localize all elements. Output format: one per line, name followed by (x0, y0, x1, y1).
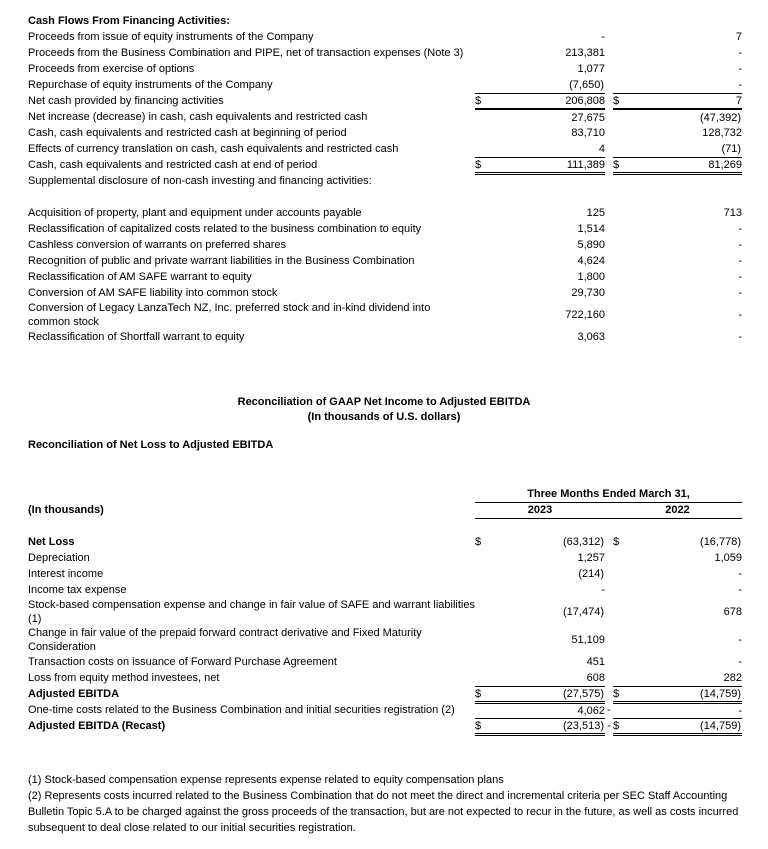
row-label: Reclassification of Shortfall warrant to equity (28, 331, 245, 343)
table-row (28, 534, 742, 550)
dollar-sign-col-2022 (613, 45, 629, 61)
value-2022: - (629, 77, 742, 93)
table-row (28, 141, 742, 157)
table-row (28, 598, 742, 626)
value-2023: - (601, 31, 605, 43)
row-label: Cash Flows From Financing Activities: (28, 15, 230, 27)
value-2022: - (738, 255, 742, 267)
column-gap (605, 654, 613, 670)
value-2023: - (601, 584, 605, 596)
column-gap: - (607, 720, 611, 732)
value-2022: - (738, 223, 742, 235)
value-2022: 128,732 (702, 127, 742, 139)
row-label: Proceeds from issue of equity instruments of the Company (28, 31, 314, 43)
value-2023: 27,675 (571, 111, 605, 124)
table-row (28, 77, 742, 93)
year-header-row (28, 502, 742, 518)
column-gap (605, 61, 613, 77)
value-2023: 29,730 (571, 287, 605, 299)
empty-cell (28, 486, 475, 502)
value-2022: (16,778) (700, 536, 742, 548)
dollar-sign-col-2022 (613, 670, 629, 686)
dollar-sign-col-2023 (475, 550, 491, 566)
row-label: Reclassification of capitalized costs related to the business combination to equity (28, 223, 422, 235)
dollar-sign-col-2022 (613, 269, 629, 285)
ebitda-reconciliation-table (28, 486, 742, 736)
table-row (28, 269, 742, 285)
value-2023: 608 (491, 670, 605, 686)
column-gap (605, 77, 613, 93)
value-2023: (17,474) (563, 606, 604, 618)
dollar-sign-col-2023 (475, 45, 491, 61)
footnotes (28, 772, 742, 836)
column-header-2023: 2023 (475, 502, 605, 518)
footnote-2: (2) Represents costs incurred related to the Business Combination that do not meet the direct and incremental criteria per SEC Staff Accounting Bulletin Topic 5.A to be charged against the gross proceeds of the transaction, but are not expected to recur in the future, as well as costs incurred subsequent to deal close related to our initial securities registration. (28, 789, 739, 834)
value-2022: 282 (629, 670, 742, 686)
value-2023: 4,624 (577, 255, 605, 267)
row-label: Proceeds from the Business Combination and PIPE, net of transaction expenses (Note 3) (28, 47, 464, 59)
ebitda-table-body (28, 534, 742, 734)
row-label: One-time costs related to the Business Combination and initial securities registration (2) (28, 704, 455, 716)
row-label: Change in fair value of the prepaid forward contract derivative and Fixed Maturity Consideration (28, 627, 422, 653)
table-row (28, 582, 742, 598)
dollar-sign-col-2022 (613, 253, 629, 269)
table-row (28, 125, 742, 141)
row-label: Net increase (decrease) in cash, cash equivalents and restricted cash (28, 111, 368, 123)
dollar-sign-col-2022 (613, 109, 629, 125)
dollar-sign-col-2023 (475, 301, 491, 329)
dollar-sign-col-2022: $ (613, 536, 620, 548)
dollar-sign-col-2023 (475, 702, 491, 718)
table-row (28, 285, 742, 301)
value-2023 (491, 13, 605, 29)
value-2022: (71) (629, 141, 742, 157)
value-2022: - (738, 63, 742, 75)
value-2023: 213,381 (565, 47, 605, 59)
dollar-sign-col-2023 (475, 77, 491, 93)
value-2023: (23,513) (491, 718, 605, 734)
table-row (28, 237, 742, 253)
dollar-sign-col-2023 (475, 285, 491, 301)
dollar-sign-col-2022 (613, 301, 629, 329)
column-gap (605, 686, 613, 702)
value-2022: 678 (723, 606, 743, 618)
value-2022: - (738, 287, 742, 299)
column-gap (605, 125, 613, 141)
table-row (28, 221, 742, 237)
period-header: Three Months Ended March 31, (475, 486, 742, 502)
column-gap (605, 93, 613, 109)
table-row (28, 702, 742, 718)
row-label: Adjusted EBITDA (Recast) (28, 720, 166, 732)
column-gap (605, 13, 613, 29)
dollar-sign-col-2023 (475, 173, 491, 189)
value-2023: 125 (586, 207, 605, 219)
column-gap (605, 566, 613, 582)
table-row (28, 626, 742, 654)
value-2022: (14,759) (629, 718, 742, 734)
dollar-sign-col-2023 (475, 205, 491, 221)
dollar-sign-col-2023 (475, 329, 491, 345)
value-2023: 1,257 (577, 552, 605, 564)
dollar-sign-col-2022: $ (613, 93, 629, 109)
period-header-row (28, 486, 742, 502)
value-2023: (7,650) (491, 77, 605, 93)
value-2023: 5,890 (577, 239, 605, 251)
cash-flow-table-body (28, 13, 742, 345)
value-2023: 51,109 (571, 634, 605, 646)
value-2022: - (738, 568, 743, 580)
value-2022 (629, 173, 742, 189)
column-gap (605, 141, 613, 157)
row-label: Proceeds from exercise of options (28, 63, 195, 75)
dollar-sign-col-2023 (475, 626, 491, 654)
dollar-sign-col-2023 (475, 598, 491, 626)
cash-flow-table (28, 13, 742, 345)
dollar-sign-col-2022: $ (613, 157, 629, 173)
value-2023 (491, 173, 605, 189)
dollar-sign-col-2023 (475, 125, 491, 141)
table-row (28, 13, 742, 29)
value-2023: 451 (586, 656, 605, 668)
table-row (28, 157, 742, 173)
value-2023: 3,063 (577, 331, 605, 343)
value-2023: 722,160 (565, 309, 605, 321)
column-gap (605, 582, 613, 598)
dollar-sign-col-2023 (475, 13, 491, 29)
value-2022: - (738, 331, 742, 343)
table-row (28, 109, 742, 125)
column-gap (605, 237, 613, 253)
table-row (28, 45, 742, 61)
dollar-sign-col-2023: $ (475, 718, 491, 734)
dollar-sign-col-2023 (475, 237, 491, 253)
value-2023: 83,710 (571, 127, 605, 139)
in-thousands-label: (In thousands) (28, 504, 104, 516)
dollar-sign-col-2022 (613, 221, 629, 237)
row-label: Conversion of AM SAFE liability into common stock (28, 287, 278, 299)
spacer-row (28, 518, 742, 534)
value-2022: (47,392) (700, 111, 741, 124)
row-label: Supplemental disclosure of non-cash investing and financing activities: (28, 175, 372, 187)
value-2023: 4 (491, 141, 605, 157)
value-2022: 81,269 (629, 157, 742, 173)
column-gap (605, 550, 613, 566)
dollar-sign-col-2023: $ (475, 93, 491, 109)
table-row (28, 550, 742, 566)
value-2022: - (738, 239, 742, 251)
row-label: Interest income (28, 568, 104, 580)
dollar-sign-col-2022 (613, 173, 629, 189)
column-gap (605, 109, 613, 125)
value-2023: (27,575) (491, 686, 605, 702)
value-2023: 111,389 (491, 157, 605, 173)
table-row (28, 329, 742, 345)
value-2022: - (738, 47, 742, 59)
value-2023: (63,312) (563, 536, 604, 548)
dollar-sign-col-2022 (613, 598, 629, 626)
table-row (28, 718, 742, 734)
value-2023: (214) (578, 568, 604, 580)
ebitda-reconciliation-title: Reconciliation of GAAP Net Income to Adjusted EBITDA (237, 396, 531, 408)
value-2022: - (629, 702, 742, 718)
footnote-1: (1) Stock-based compensation expense represents expense related to equity compensation plans (28, 773, 504, 786)
dollar-sign-col-2022 (613, 550, 629, 566)
value-2022: (14,759) (629, 686, 742, 702)
table-row (28, 301, 742, 329)
value-2023: 4,062 (491, 702, 605, 718)
row-label: Stock-based compensation expense and change in fair value of SAFE and warrant liabilities (1) (28, 599, 475, 625)
column-gap (605, 253, 613, 269)
dollar-sign-col-2023 (475, 582, 491, 598)
table-row (28, 686, 742, 702)
column-gap (605, 329, 613, 345)
dollar-sign-col-2023 (475, 29, 491, 45)
value-2022: - (738, 656, 743, 668)
table-row (28, 173, 742, 189)
table-row (28, 566, 742, 582)
dollar-sign-col-2022 (613, 237, 629, 253)
spacer-cell (28, 518, 742, 534)
dollar-sign-col-2022: $ (613, 686, 629, 702)
row-label: Cash, cash equivalents and restricted cash at beginning of period (28, 127, 347, 139)
dollar-sign-col-2022: $ (613, 718, 629, 734)
dollar-sign-col-2023 (475, 269, 491, 285)
row-label: Conversion of Legacy LanzaTech NZ, Inc. preferred stock and in-kind dividend into common stock (28, 302, 431, 328)
row-label: Effects of currency translation on cash, cash equivalents and restricted cash (28, 143, 399, 155)
dollar-sign-col-2022 (613, 61, 629, 77)
ebitda-table-header (28, 486, 742, 534)
table-row (28, 654, 742, 670)
row-label: Recognition of public and private warrant liabilities in the Business Combination (28, 255, 415, 267)
column-gap (605, 205, 613, 221)
column-gap (605, 269, 613, 285)
dollar-sign-col-2022 (613, 582, 629, 598)
row-label: Depreciation (28, 552, 90, 564)
row-label: Adjusted EBITDA (28, 688, 120, 700)
row-label: Reclassification of AM SAFE warrant to equity (28, 271, 252, 283)
table-row (28, 29, 742, 45)
dollar-sign-col-2022 (613, 566, 629, 582)
table-row (28, 253, 742, 269)
column-gap (605, 173, 613, 189)
column-gap (605, 285, 613, 301)
dollar-sign-col-2023 (475, 109, 491, 125)
column-gap: - (607, 704, 611, 716)
column-header-2022: 2022 (613, 502, 742, 518)
dollar-sign-col-2022 (613, 285, 629, 301)
dollar-sign-col-2023: $ (475, 157, 491, 173)
row-label: Income tax expense (28, 584, 127, 596)
dollar-sign-col-2022 (613, 141, 629, 157)
column-gap (605, 29, 613, 45)
dollar-sign-col-2023 (475, 221, 491, 237)
dollar-sign-col-2022 (613, 125, 629, 141)
dollar-sign-col-2022 (613, 626, 629, 654)
dollar-sign-col-2022 (613, 77, 629, 93)
value-2022: - (738, 634, 743, 646)
row-label: Net Loss (28, 536, 75, 548)
row-label: Cashless conversion of warrants on preferred shares (28, 239, 287, 251)
spacer-cell (28, 189, 742, 205)
row-label: Loss from equity method investees, net (28, 672, 220, 684)
row-label: Acquisition of property, plant and equipment under accounts payable (28, 207, 362, 219)
table-row (28, 205, 742, 221)
column-gap (605, 157, 613, 173)
dollar-sign-col-2022 (613, 205, 629, 221)
table-row (28, 61, 742, 77)
column-gap (605, 45, 613, 61)
column-gap (605, 670, 613, 686)
table-row (28, 93, 742, 109)
value-2022: - (738, 271, 742, 283)
ebitda-reconciliation-units: (In thousands of U.S. dollars) (307, 411, 461, 423)
header-gap-cell (605, 502, 613, 518)
dollar-sign-col-2022 (613, 29, 629, 45)
value-2022 (629, 13, 742, 29)
value-2023: 206,808 (491, 93, 605, 109)
value-2023: 1,514 (577, 223, 605, 235)
value-2023: 1,077 (577, 63, 605, 75)
dollar-sign-col-2022 (613, 702, 629, 718)
column-gap (605, 598, 613, 626)
dollar-sign-col-2023 (475, 654, 491, 670)
value-2023: 1,800 (577, 271, 605, 283)
column-gap (605, 301, 613, 329)
value-2022: 7 (735, 31, 742, 43)
row-label: Transaction costs on issuance of Forward Purchase Agreement (28, 656, 337, 668)
dollar-sign-col-2023: $ (475, 536, 482, 548)
row-label: Net cash provided by financing activities (28, 95, 224, 107)
column-gap (605, 221, 613, 237)
value-2022: 1,059 (714, 552, 743, 564)
dollar-sign-col-2023 (475, 566, 491, 582)
ebitda-reconciliation-header (0, 395, 768, 425)
dollar-sign-col-2022 (613, 654, 629, 670)
dollar-sign-col-2023: $ (475, 686, 491, 702)
row-label: Repurchase of equity instruments of the Company (28, 79, 273, 91)
dollar-sign-col-2022 (613, 13, 629, 29)
net-loss-reconciliation-heading: Reconciliation of Net Loss to Adjusted EBITDA (28, 439, 274, 451)
row-label: Cash, cash equivalents and restricted cash at end of period (28, 159, 318, 171)
dollar-sign-col-2023 (475, 670, 491, 686)
column-gap (605, 626, 613, 654)
dollar-sign-col-2023 (475, 61, 491, 77)
column-gap (605, 534, 613, 550)
value-2022: 713 (723, 207, 742, 219)
dollar-sign-col-2022 (613, 329, 629, 345)
value-2022: - (738, 309, 742, 321)
value-2022: - (738, 584, 743, 596)
table-row (28, 670, 742, 686)
dollar-sign-col-2023 (475, 253, 491, 269)
value-2022: 7 (629, 93, 742, 109)
dollar-sign-col-2023 (475, 141, 491, 157)
spacer-row (28, 189, 742, 205)
